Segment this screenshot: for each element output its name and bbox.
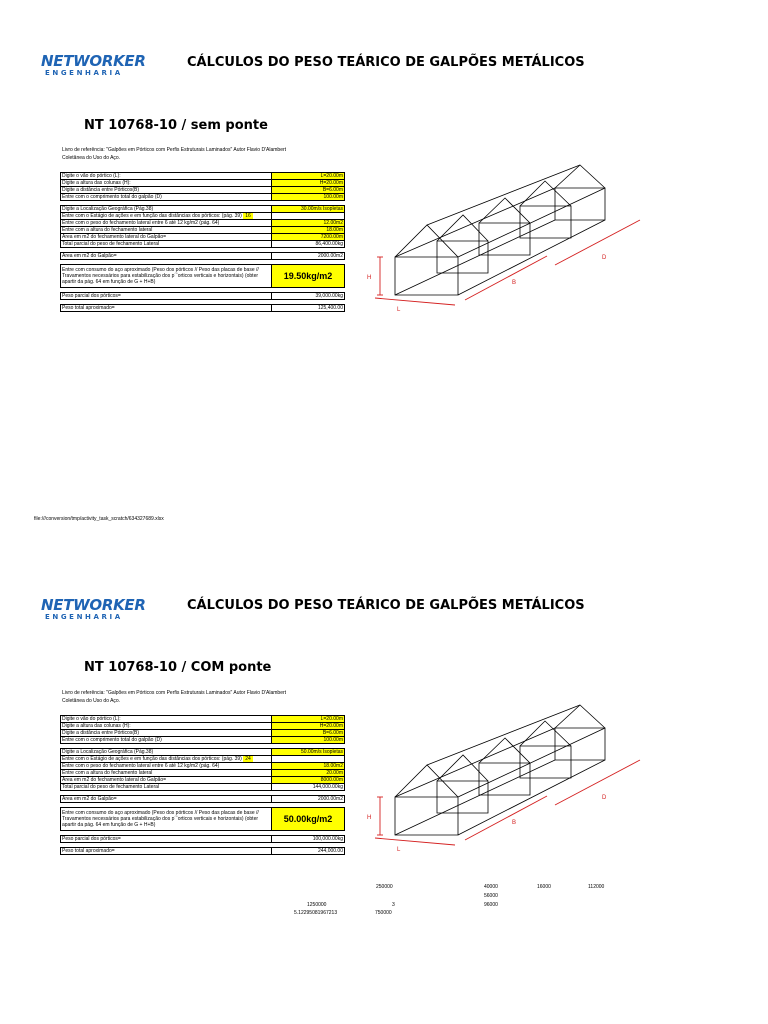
label-cell: Peso parcial dos pórticos= [61, 293, 272, 300]
label-cell: Total parcial do peso de fechamento Lateral [61, 241, 272, 248]
empty-cell [272, 756, 345, 763]
label-cell: Área em m2 do fechamento lateral do Galpão= [61, 234, 272, 241]
section-subtitle: NT 10768-10 / COM ponte [84, 660, 272, 675]
label-cell: Entre com a altura do fechamento lateral [61, 227, 272, 234]
label-cell: Digite a distância entre Pórticos(B) [61, 187, 272, 194]
input-location[interactable]: 30.00m/s Isopletas [272, 206, 345, 213]
label-cell: Digite a altura das colunas (H): [61, 723, 272, 730]
stage-value[interactable]: 16 [245, 213, 251, 219]
label-cell: Peso total aproximado= [61, 305, 272, 312]
table-row [61, 187, 345, 194]
table-row [61, 305, 345, 312]
table-row [61, 796, 345, 803]
input-span[interactable]: L=20.00m [272, 716, 345, 723]
label-cell: Digite o vão do pórtico (L): [61, 173, 272, 180]
table-row [61, 180, 345, 187]
table-row [61, 737, 345, 744]
lateral-area-value: 7200.00m [272, 234, 345, 241]
logo-brand: NETWORKER [41, 596, 146, 614]
cell-value: 56000 [484, 893, 498, 899]
table-row [61, 194, 345, 201]
frame-3 [479, 223, 530, 255]
table-row [61, 234, 345, 241]
table-row [61, 265, 345, 288]
input-span[interactable]: L=20.00m [272, 173, 345, 180]
logo-subtext: ENGENHARIA [45, 69, 123, 77]
section-subtitle: NT 10768-10 / sem ponte [84, 118, 268, 133]
label-cell: Peso parcial dos pórticos= [61, 836, 272, 843]
label-cell: Área em m2 do fechamento lateral do Galpão= [61, 777, 272, 784]
cell-value: 1250000 [307, 902, 327, 908]
label-cell: Entre com consumo do aço aproximado (Peso dos pórticos // Peso das placas de base // Travamentos necessários para estabilização dos p´ˆorticos verticais e horizontais) (obter apartir da pág. 64 em função de G + H+B) [61, 265, 272, 288]
table-row [61, 836, 345, 843]
lateral-total-value: 86,400.00kg [272, 241, 345, 248]
input-height[interactable]: H=20.00m [272, 180, 345, 187]
table-row [61, 213, 345, 220]
label-cell: Total parcial do peso de fechamento Lateral [61, 784, 272, 791]
table-row [61, 749, 345, 756]
file-path: file:///conversion/tmp/activity_task_scratch/634327689.xlsx [34, 516, 164, 522]
dim-label-b: B [512, 820, 517, 826]
table-row [61, 220, 345, 227]
input-lateral-weight[interactable]: 18.00m2 [272, 763, 345, 770]
reference-line-1: Livro de referência: "Galpões em Pórticos com Perfis Estruturais Laminados" Autor Flavio D'Alambert [62, 690, 287, 696]
table-row [61, 716, 345, 723]
label-cell: Digite a distância entre Pórticos(B) [61, 730, 272, 737]
logo-brand: NETWORKER [41, 52, 146, 70]
cell-value: 40000 [484, 884, 498, 890]
label-text: Entre com o Estágio de ações e em função das distâncias dos pórticos: (pág. 39) [62, 213, 242, 219]
lateral-area-value: 8000.00m [272, 777, 345, 784]
roof-4 [520, 181, 571, 206]
shed-diagram [355, 160, 645, 320]
table-row [61, 241, 345, 248]
shed-diagram [355, 700, 645, 860]
label-cell: Digite a altura das colunas (H): [61, 180, 272, 187]
document-title: CÁLCULOS DO PESO TEÁRICO DE GALPÕES METÁLICOS [187, 55, 585, 70]
input-lateral-height[interactable]: 20.00m [272, 770, 345, 777]
table-row [61, 227, 345, 234]
dim-label-b: B [512, 280, 517, 286]
dim-label-d: D [602, 795, 607, 801]
reference-text [62, 146, 286, 162]
label-cell [61, 213, 272, 220]
label-cell: Área em m2 do Galpão= [61, 253, 272, 260]
label-cell: Entre com a altura do fechamento lateral [61, 770, 272, 777]
frame-3 [479, 763, 530, 795]
roof-5 [555, 165, 605, 188]
calc-table-sem-ponte [60, 172, 345, 312]
label-cell: Entre com o peso do fechamento lateral entre 6 até 12 kg/m2 (pág. 64) [61, 220, 272, 227]
label-cell [61, 756, 272, 763]
label-cell: Peso total aproximado= [61, 848, 272, 855]
table-row [61, 730, 345, 737]
area-value: 2000.00m2 [272, 796, 345, 803]
input-length[interactable]: 100.00m [272, 194, 345, 201]
frame-5 [555, 728, 605, 760]
input-consumption[interactable]: 50.00kg/m2 [272, 808, 345, 831]
cell-value: 750000 [375, 910, 392, 916]
frame-5 [555, 188, 605, 220]
cell-value: 250000 [376, 884, 393, 890]
label-cell: Entre com o peso do fechamento lateral entre 6 até 12 kg/m2 (pág. 64) [61, 763, 272, 770]
logo-subtext: ENGENHARIA [45, 613, 123, 621]
lateral-total-value: 144,000.00kg [272, 784, 345, 791]
reference-line-1: Livro de referência: "Galpões em Pórticos com Perfis Estruturais Laminados" Autor Flavio D'Alambert [62, 147, 287, 153]
roof-5 [555, 705, 605, 728]
label-cell: Entre com o comprimento total do galpão (D) [61, 194, 272, 201]
input-height[interactable]: H=20.00m [272, 723, 345, 730]
portico-weight-value: 100,000.00kg [272, 836, 345, 843]
label-cell: Digite a Localização Geográfica (Pág.38) [61, 206, 272, 213]
empty-cell [272, 213, 345, 220]
frame-1 [395, 797, 458, 835]
table-row [61, 808, 345, 831]
cell-value: 96000 [484, 902, 498, 908]
input-distance[interactable]: B=6.00m [272, 187, 345, 194]
company-logo [41, 52, 146, 81]
label-text: Entre com o Estágio de ações e em função das distâncias dos pórticos: (pág. 39) [62, 756, 242, 762]
reference-line-2: Coletânea do Uso do Aço. [62, 698, 121, 704]
dim-label-d: D [602, 255, 607, 261]
cell-value: 112000 [588, 884, 605, 890]
document-title: CÁLCULOS DO PESO TEÁRICO DE GALPÕES METÁLICOS [187, 598, 585, 613]
input-distance[interactable]: B=6.00m [272, 730, 345, 737]
table-row [61, 777, 345, 784]
total-weight-value: 125,400.00 [272, 305, 345, 312]
input-lateral-weight[interactable]: 12.00m2 [272, 220, 345, 227]
portico-weight-value: 39,000.00kg [272, 293, 345, 300]
calc-table-com-ponte [60, 715, 345, 855]
label-cell: Entre com o comprimento total do galpão (D) [61, 737, 272, 744]
roof-4 [520, 721, 571, 746]
table-row [61, 756, 345, 763]
input-consumption[interactable]: 19.50kg/m2 [272, 265, 345, 288]
label-cell: Entre com consumo do aço aproximado (Peso dos pórticos // Peso das placas de base // Travamentos necessários para estabilização dos p´ˆorticos verticais e horizontais) (obter apartir da pág. 64 em função de G + H+B) [61, 808, 272, 831]
stage-value[interactable]: 24 [245, 756, 251, 762]
table-row [61, 253, 345, 260]
input-length[interactable]: 100.00m [272, 737, 345, 744]
cell-value: 5.12295081967213 [294, 910, 338, 916]
reference-text [62, 689, 286, 705]
table-row [61, 848, 345, 855]
table-row [61, 173, 345, 180]
dim-label-l: L [397, 847, 401, 853]
label-cell: Digite a Localização Geográfica (Pág.38) [61, 749, 272, 756]
table-row [61, 723, 345, 730]
company-logo [41, 596, 146, 625]
label-cell: Área em m2 do Galpão= [61, 796, 272, 803]
input-location[interactable]: 50.00m/s Isopletas [272, 749, 345, 756]
table-row [61, 770, 345, 777]
reference-line-2: Coletânea do Uso do Aço. [62, 155, 121, 161]
table-row [61, 763, 345, 770]
label-cell: Digite o vão do pórtico (L): [61, 716, 272, 723]
total-weight-value: 244,000.00 [272, 848, 345, 855]
dim-label-l: L [397, 307, 401, 313]
table-row [61, 206, 345, 213]
cell-value: 16000 [537, 884, 551, 890]
area-value: 2000.00m2 [272, 253, 345, 260]
cell-value: 3 [392, 902, 395, 908]
dim-label-h: H [367, 275, 372, 281]
dim-label-h: H [367, 815, 372, 821]
table-row [61, 784, 345, 791]
table-row [61, 293, 345, 300]
input-lateral-height[interactable]: 18.00m [272, 227, 345, 234]
frame-1 [395, 257, 458, 295]
